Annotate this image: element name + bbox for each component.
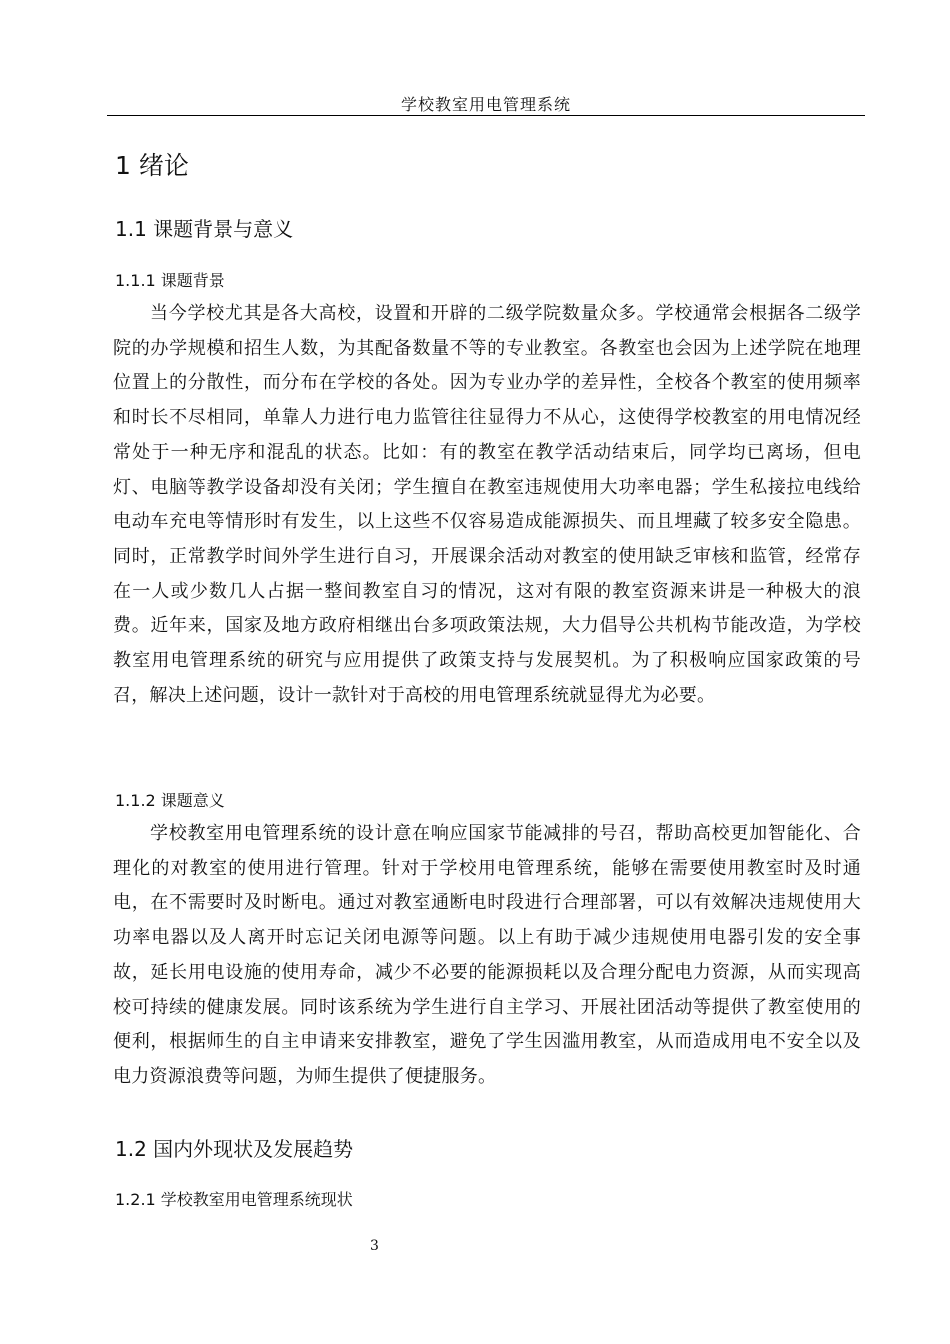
section-1-2-1-heading: 1.2.1 学校教室用电管理系统现状 <box>115 1190 353 1209</box>
section-1-1-2-paragraph: 学校教室用电管理系统的设计意在响应国家节能减排的号召，帮助高校更加智能化、合理化的对教室的使用进行管理。针对于学校用电管理系统，能够在需要使用教室时及时通电，在不需要时及时断电。通过对教室通断电时段进行合理部署，可以有效解决违规使用大功率电器以及人离开时忘记关闭电源等问题。以上有助于减少违规使用电器引发的安全事故，延长用电设施的使用寿命，减少不必要的能源损耗以及合理分配电力资源，从而实现高校可持续的健康发展。同时该系统为学生进行自主学习、开展社团活动等提供了教室使用的便利，根据师生的自主申请来安排教室，避免了学生因滥用教室，从而造成用电不安全以及电力资源浪费等问题，为师生提供了便捷服务。 <box>113 823 861 1087</box>
chapter-title: 1 绪论 <box>115 151 189 180</box>
section-1-2-heading: 1.2 国内外现状及发展趋势 <box>115 1137 354 1161</box>
section-1-1-2-heading: 1.1.2 课题意义 <box>115 791 225 810</box>
section-1-1-1-paragraph: 当今学校尤其是各大高校，设置和开辟的二级学院数量众多。学校通常会根据各二级学院的办学规模和招生人数，为其配备数量不等的专业教室。各教室也会因为上述学院在地理位置上的分散性，而分布在学校的各处。因为专业办学的差异性，全校各个教室的使用频率和时长不尽相同，单靠人力进行电力监管往往显得力不从心，这使得学校教室的用电情况经常处于一种无序和混乱的状态。比如：有的教室在教学活动结束后，同学均已离场，但电灯、电脑等教学设备却没有关闭；学生擅自在教室违规使用大功率电器；学生私接拉电线给电动车充电等情形时有发生，以上这些不仅容易造成能源损失、而且埋藏了较多安全隐患。同时，正常教学时间外学生进行自习，开展课余活动对教室的使用缺乏审核和监管，经常存在一人或少数几人占据一整间教室自习的情况，这对有限的教室资源来讲是一种极大的浪费。近年来，国家及地方政府相继出台多项政策法规，大力倡导公共机构节能改造，为学校教室用电管理系统的研究与应用提供了政策支持与发展契机。为了积极响应国家政策的号召，解决上述问题，设计一款针对于高校的用电管理系统就显得尤为必要。 <box>113 303 861 706</box>
page-number: 3 <box>370 1238 379 1254</box>
header-divider <box>107 115 865 116</box>
section-1-1-1-heading: 1.1.1 课题背景 <box>115 271 225 290</box>
running-header-title: 学校教室用电管理系统 <box>400 95 571 114</box>
section-1-1-heading: 1.1 课题背景与意义 <box>115 217 294 241</box>
